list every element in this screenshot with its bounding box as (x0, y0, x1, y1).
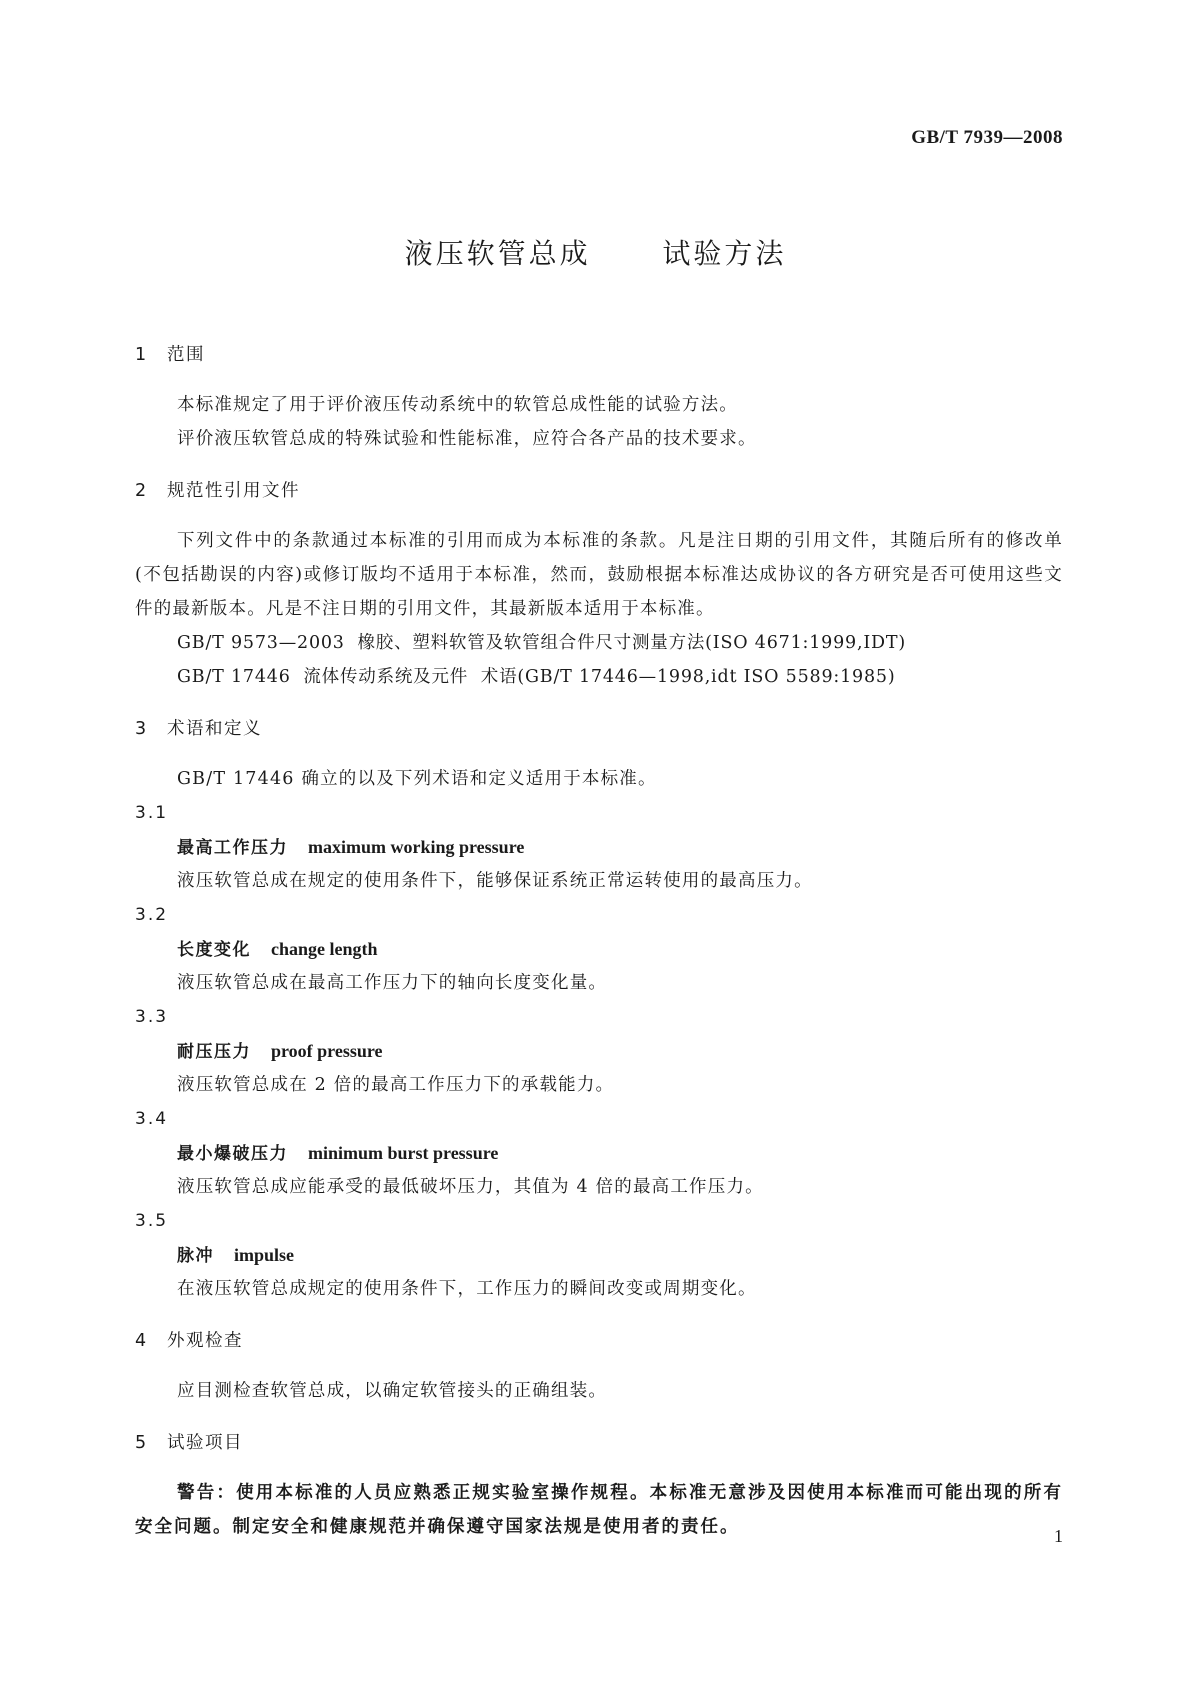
section-title: 术语和定义 (167, 719, 262, 739)
term-heading (135, 1238, 1063, 1272)
section-number: 3 (135, 719, 148, 739)
term-heading (135, 1136, 1063, 1170)
section-1-heading (135, 338, 1063, 372)
section-number: 5 (135, 1433, 148, 1453)
term-entry (135, 796, 1063, 898)
section-title: 规范性引用文件 (167, 481, 300, 501)
term-definition: 液压软管总成在最高工作压力下的轴向长度变化量。 (177, 973, 608, 993)
term-en: maximum working pressure (308, 837, 525, 857)
section-title: 外观检查 (167, 1331, 243, 1351)
term-en: proof pressure (271, 1041, 383, 1061)
section-3-heading (135, 712, 1063, 746)
paragraph: GB/T 17446 确立的以及下列术语和定义适用于本标准。 (177, 769, 657, 789)
section-number: 2 (135, 481, 148, 501)
paragraph: 应目测检查软管总成，以确定软管接头的正确组装。 (177, 1381, 608, 1401)
paragraph: 评价液压软管总成的特殊试验和性能标准，应符合各产品的技术要求。 (177, 429, 757, 449)
term-number: 3.1 (135, 803, 169, 823)
document-title: 液压软管总成 试验方法 (404, 237, 787, 270)
term-zh: 最高工作压力 (177, 838, 288, 858)
term-number: 3.3 (135, 1007, 169, 1027)
term-number: 3.2 (135, 905, 169, 925)
term-number: 3.5 (135, 1211, 169, 1231)
section-number: 1 (135, 345, 148, 365)
term-zh: 耐压压力 (177, 1042, 251, 1062)
paragraph: 本标准规定了用于评价液压传动系统中的软管总成性能的试验方法。 (177, 395, 738, 415)
term-en: minimum burst pressure (308, 1143, 499, 1163)
term-definition: 在液压软管总成规定的使用条件下，工作压力的瞬间改变或周期变化。 (177, 1279, 757, 1299)
section-title: 范围 (167, 345, 205, 365)
standard-code: GB/T 7939—2008 (911, 127, 1063, 148)
term-zh: 最小爆破压力 (177, 1144, 288, 1164)
warning-paragraph: 警告：使用本标准的人员应熟悉正规实验室操作规程。本标准无意涉及因使用本标准而可能出现的所有安全问题。制定安全和健康规范并确保遵守国家法规是使用者的责任。 (135, 1483, 1063, 1537)
section-number: 4 (135, 1331, 148, 1351)
term-heading (135, 830, 1063, 864)
term-en: impulse (234, 1245, 295, 1265)
term-heading (135, 932, 1063, 966)
term-entry (135, 1102, 1063, 1204)
paragraph: 下列文件中的条款通过本标准的引用而成为本标准的条款。凡是注日期的引用文件，其随后所有的修改单(不包括勘误的内容)或修订版均不适用于本标准，然而，鼓励根据本标准达成协议的各方研究是否可使用这些文件的最新版本。凡是不注日期的引用文件，其最新版本适用于本标准。 (135, 531, 1063, 619)
reference-item: GB/T 9573—2003 橡胶、塑料软管及软管组合件尺寸测量方法(ISO 4671:1999,IDT) (177, 633, 906, 653)
term-heading (135, 1034, 1063, 1068)
document-body (135, 338, 1063, 1544)
term-entry (135, 1000, 1063, 1102)
term-definition: 液压软管总成应能承受的最低破坏压力，其值为 4 倍的最高工作压力。 (177, 1177, 764, 1197)
page-number: 1 (1054, 1526, 1063, 1546)
term-zh: 脉冲 (177, 1246, 214, 1266)
term-en: change length (271, 939, 378, 959)
section-4-heading (135, 1324, 1063, 1358)
term-zh: 长度变化 (177, 940, 251, 960)
term-number: 3.4 (135, 1109, 169, 1129)
section-title: 试验项目 (167, 1433, 243, 1453)
section-5-heading (135, 1426, 1063, 1460)
term-entry (135, 898, 1063, 1000)
section-2-heading (135, 474, 1063, 508)
term-definition: 液压软管总成在规定的使用条件下，能够保证系统正常运转使用的最高压力。 (177, 871, 813, 891)
term-entry (135, 1204, 1063, 1306)
term-definition: 液压软管总成在 2 倍的最高工作压力下的承载能力。 (177, 1075, 615, 1095)
reference-item: GB/T 17446 流体传动系统及元件 术语(GB/T 17446—1998,idt ISO 5589:1985) (177, 667, 896, 687)
